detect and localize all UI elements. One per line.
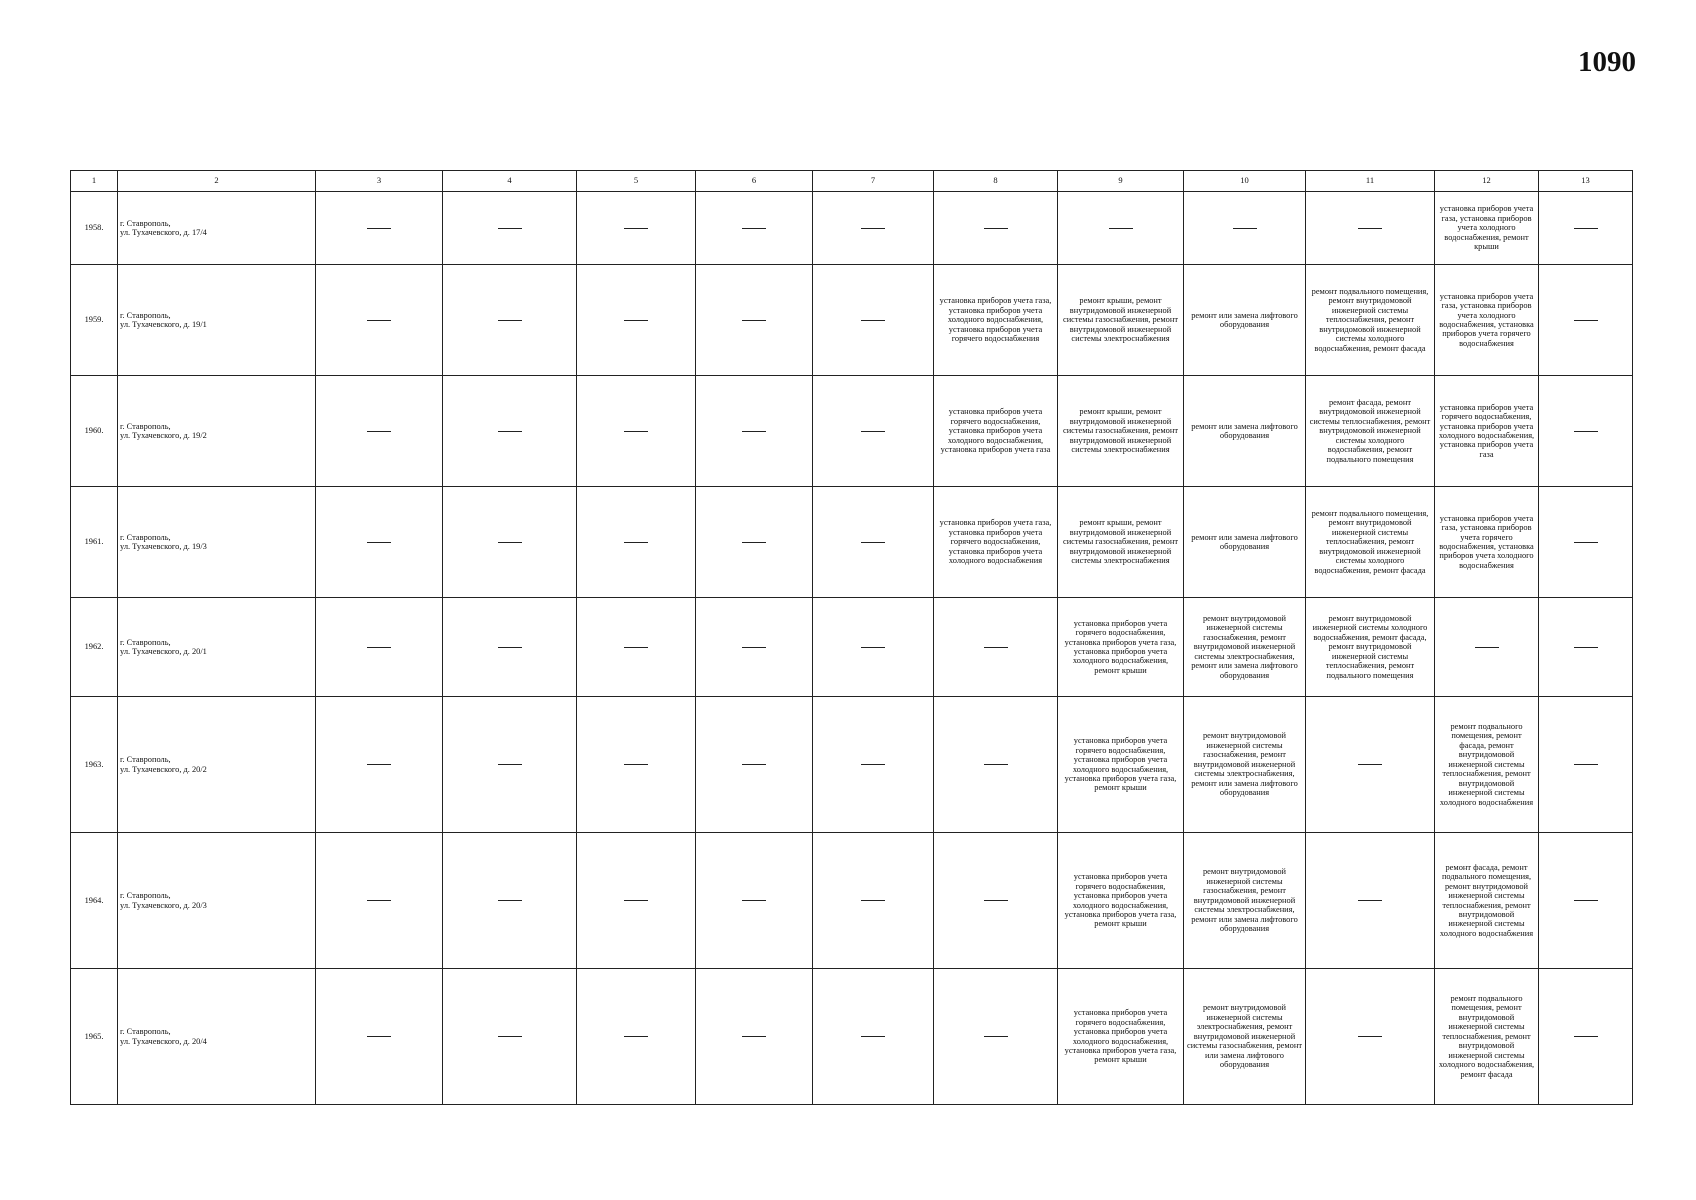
empty-dash-cell [1306,697,1435,833]
empty-dash-cell [934,192,1058,265]
empty-dash-cell [934,969,1058,1105]
empty-dash-cell [934,598,1058,697]
address-city: г. Ставрополь, [120,310,171,320]
empty-dash-cell [696,833,813,969]
column-header: 7 [813,171,934,192]
address-city: г. Ставрополь, [120,891,171,901]
work-description-cell: ремонт подвального помещения, ремонт внутридомовой инженерной системы теплоснабжения, ремонт внутридомовой инженерной системы холодного водоснабжения, ремонт фасада [1306,487,1435,598]
page-number: 1090 [1578,46,1636,78]
dash-mark [1574,647,1598,648]
work-description-cell: установка приборов учета газа, установка приборов учета холодного водоснабжения, установка приборов учета горячего водоснабжения [1435,265,1539,376]
dash-mark [367,542,391,543]
empty-dash-cell [696,969,813,1105]
empty-dash-cell [443,598,577,697]
empty-dash-cell [1435,598,1539,697]
dash-mark [742,228,766,229]
dash-mark [861,320,885,321]
empty-dash-cell [1539,376,1633,487]
empty-dash-cell [1058,192,1184,265]
address-cell [118,969,316,1105]
work-description-cell: ремонт подвального помещения, ремонт внутридомовой инженерной системы теплоснабжения, ремонт внутридомовой инженерной системы холодного водоснабжения, ремонт фасада [1435,969,1539,1105]
column-header: 11 [1306,171,1435,192]
address-street: ул. Тухачевского, д. 20/1 [120,647,207,656]
empty-dash-cell [443,192,577,265]
dash-mark [984,1036,1008,1037]
dash-mark [742,1036,766,1037]
table-row [71,487,1633,598]
address-cell [118,487,316,598]
empty-dash-cell [813,487,934,598]
row-number-cell: 1964. [71,833,118,969]
empty-dash-cell [696,376,813,487]
column-header: 2 [118,171,316,192]
empty-dash-cell [1306,833,1435,969]
dash-mark [742,431,766,432]
empty-dash-cell [696,598,813,697]
dash-mark [498,228,522,229]
empty-dash-cell [443,833,577,969]
empty-dash-cell [1539,598,1633,697]
table-row [71,697,1633,833]
row-number-cell: 1963. [71,697,118,833]
work-description-cell: ремонт внутридомовой инженерной системы газоснабжения, ремонт внутридомовой инженерной системы электроснабжения, ремонт или замена лифтового оборудования [1184,697,1306,833]
dash-mark [498,647,522,648]
table-body [71,192,1633,1105]
work-description-cell: ремонт или замена лифтового оборудования [1184,487,1306,598]
address-street: ул. Тухачевского, д. 20/3 [120,900,207,910]
dash-mark [624,542,648,543]
dash-mark [624,1036,648,1037]
address-cell [118,376,316,487]
row-number-cell: 1959. [71,265,118,376]
empty-dash-cell [316,376,443,487]
empty-dash-cell [1539,487,1633,598]
empty-dash-cell [577,833,696,969]
work-description-cell: установка приборов учета горячего водоснабжения, установка приборов учета холодного водоснабжения, установка приборов учета газа, ремонт крыши [1058,833,1184,969]
dash-mark [1233,228,1257,229]
column-header: 9 [1058,171,1184,192]
dash-mark [742,900,766,901]
dash-mark [861,764,885,765]
row-number-cell: 1961. [71,487,118,598]
dash-mark [498,320,522,321]
column-header: 4 [443,171,577,192]
dash-mark [1358,228,1382,229]
dash-mark [1574,320,1598,321]
dash-mark [498,1036,522,1037]
empty-dash-cell [1306,192,1435,265]
work-description-cell: ремонт фасада, ремонт внутридомовой инженерной системы теплоснабжения, ремонт внутридомовой инженерной системы холодного водоснабжения, ремонт подвального помещения [1306,376,1435,487]
work-description-cell: установка приборов учета горячего водоснабжения, установка приборов учета холодного водоснабжения, установка приборов учета газа [934,376,1058,487]
column-header: 8 [934,171,1058,192]
dash-mark [1358,1036,1382,1037]
dash-mark [498,900,522,901]
dash-mark [1574,1036,1598,1037]
dash-mark [367,647,391,648]
empty-dash-cell [443,969,577,1105]
dash-mark [742,542,766,543]
empty-dash-cell [934,833,1058,969]
row-number-cell: 1962. [71,598,118,697]
dash-mark [742,764,766,765]
dash-mark [498,542,522,543]
empty-dash-cell [1539,969,1633,1105]
dash-mark [624,228,648,229]
address-street: ул. Тухачевского, д. 17/4 [120,228,207,237]
empty-dash-cell [1539,697,1633,833]
dash-mark [861,431,885,432]
address-street: ул. Тухачевского, д. 20/4 [120,1036,207,1046]
empty-dash-cell [316,969,443,1105]
empty-dash-cell [316,192,443,265]
address-cell [118,697,316,833]
empty-dash-cell [577,697,696,833]
table-row [71,833,1633,969]
address-cell [118,265,316,376]
dash-mark [984,900,1008,901]
empty-dash-cell [934,697,1058,833]
dash-mark [624,647,648,648]
empty-dash-cell [577,487,696,598]
address-street: ул. Тухачевского, д. 19/1 [120,320,207,329]
empty-dash-cell [696,487,813,598]
work-description-cell: ремонт внутридомовой инженерной системы газоснабжения, ремонт внутридомовой инженерной системы электроснабжения, ремонт или замена лифтового оборудования [1184,833,1306,969]
empty-dash-cell [1539,192,1633,265]
empty-dash-cell [577,969,696,1105]
empty-dash-cell [1539,265,1633,376]
dash-mark [1574,542,1598,543]
work-description-cell: ремонт подвального помещения, ремонт фасада, ремонт внутридомовой инженерной системы теплоснабжения, ремонт внутридомовой инженерной системы холодного водоснабжения [1435,697,1539,833]
dash-mark [1475,647,1499,648]
work-description-cell: установка приборов учета горячего водоснабжения, установка приборов учета холодного водоснабжения, установка приборов учета газа, ремонт крыши [1058,697,1184,833]
column-header: 6 [696,171,813,192]
row-number-cell: 1965. [71,969,118,1105]
empty-dash-cell [813,265,934,376]
dash-mark [498,764,522,765]
empty-dash-cell [1539,833,1633,969]
table-row [71,969,1633,1105]
repair-program-table [70,170,1633,1105]
column-number-row [71,171,1633,192]
empty-dash-cell [696,697,813,833]
dash-mark [861,900,885,901]
dash-mark [742,647,766,648]
empty-dash-cell [813,697,934,833]
empty-dash-cell [813,376,934,487]
dash-mark [1574,764,1598,765]
table-row [71,192,1633,265]
dash-mark [984,228,1008,229]
address-city: г. Ставрополь, [120,532,171,542]
empty-dash-cell [813,192,934,265]
empty-dash-cell [577,192,696,265]
empty-dash-cell [316,598,443,697]
address-city: г. Ставрополь, [120,755,171,765]
empty-dash-cell [696,192,813,265]
empty-dash-cell [1306,969,1435,1105]
work-description-cell: ремонт внутридомовой инженерной системы холодного водоснабжения, ремонт фасада, ремонт внутридомовой инженерной системы теплоснабжения, ремонт подвального помещения [1306,598,1435,697]
empty-dash-cell [577,265,696,376]
column-header: 5 [577,171,696,192]
empty-dash-cell [813,598,934,697]
address-street: ул. Тухачевского, д. 19/3 [120,542,207,551]
work-description-cell: ремонт или замена лифтового оборудования [1184,376,1306,487]
dash-mark [624,320,648,321]
address-street: ул. Тухачевского, д. 20/2 [120,764,207,774]
empty-dash-cell [1184,192,1306,265]
column-header: 3 [316,171,443,192]
dash-mark [624,900,648,901]
work-description-cell: установка приборов учета горячего водоснабжения, установка приборов учета холодного водоснабжения, установка приборов учета газа [1435,376,1539,487]
column-header: 13 [1539,171,1633,192]
dash-mark [367,764,391,765]
dash-mark [367,900,391,901]
work-description-cell: ремонт или замена лифтового оборудования [1184,265,1306,376]
dash-mark [624,431,648,432]
dash-mark [367,431,391,432]
empty-dash-cell [813,833,934,969]
address-city: г. Ставрополь, [120,218,171,228]
empty-dash-cell [577,376,696,487]
dash-mark [861,1036,885,1037]
dash-mark [984,764,1008,765]
empty-dash-cell [316,487,443,598]
empty-dash-cell [443,265,577,376]
dash-mark [861,647,885,648]
empty-dash-cell [577,598,696,697]
work-description-cell: ремонт крыши, ремонт внутридомовой инженерной системы газоснабжения, ремонт внутридомовой инженерной системы электроснабжения [1058,487,1184,598]
empty-dash-cell [696,265,813,376]
table-row [71,265,1633,376]
empty-dash-cell [316,265,443,376]
work-description-cell: установка приборов учета газа, установка приборов учета горячего водоснабжения, установка приборов учета холодного водоснабжения [934,487,1058,598]
row-number-cell: 1958. [71,192,118,265]
dash-mark [984,647,1008,648]
dash-mark [742,320,766,321]
empty-dash-cell [316,833,443,969]
column-header: 12 [1435,171,1539,192]
empty-dash-cell [443,376,577,487]
work-description-cell: ремонт внутридомовой инженерной системы электроснабжения, ремонт внутридомовой инженерной системы газоснабжения, ремонт или замена лифтового оборудования [1184,969,1306,1105]
work-description-cell: ремонт внутридомовой инженерной системы газоснабжения, ремонт внутридомовой инженерной системы электроснабжения, ремонт или замена лифтового оборудования [1184,598,1306,697]
address-city: г. Ставрополь, [120,1027,171,1037]
work-description-cell: установка приборов учета газа, установка приборов учета горячего водоснабжения, установка приборов учета холодного водоснабжения [1435,487,1539,598]
dash-mark [1574,900,1598,901]
address-cell [118,192,316,265]
address-street: ул. Тухачевского, д. 19/2 [120,431,207,440]
dash-mark [1109,228,1133,229]
dash-mark [498,431,522,432]
column-header: 1 [71,171,118,192]
work-description-cell: ремонт фасада, ремонт подвального помещения, ремонт внутридомовой инженерной системы теплоснабжения, ремонт внутридомовой инженерной системы холодного водоснабжения [1435,833,1539,969]
address-city: г. Ставрополь, [120,637,171,647]
empty-dash-cell [443,487,577,598]
dash-mark [861,228,885,229]
dash-mark [624,764,648,765]
address-city: г. Ставрополь, [120,421,171,431]
dash-mark [1574,431,1598,432]
dash-mark [1574,228,1598,229]
work-description-cell: установка приборов учета горячего водоснабжения, установка приборов учета холодного водоснабжения, установка приборов учета газа, ремонт крыши [1058,969,1184,1105]
dash-mark [367,1036,391,1037]
work-description-cell: установка приборов учета горячего водоснабжения, установка приборов учета газа, установка приборов учета холодного водоснабжения, ремонт крыши [1058,598,1184,697]
work-description-cell: установка приборов учета газа, установка приборов учета холодного водоснабжения, ремонт крыши [1435,192,1539,265]
dash-mark [861,542,885,543]
empty-dash-cell [316,697,443,833]
column-header: 10 [1184,171,1306,192]
work-description-cell: ремонт крыши, ремонт внутридомовой инженерной системы газоснабжения, ремонт внутридомовой инженерной системы электроснабжения [1058,265,1184,376]
row-number-cell: 1960. [71,376,118,487]
empty-dash-cell [813,969,934,1105]
table-row [71,376,1633,487]
table-row [71,598,1633,697]
dash-mark [367,228,391,229]
dash-mark [367,320,391,321]
dash-mark [1358,900,1382,901]
work-description-cell: установка приборов учета газа, установка приборов учета холодного водоснабжения, установка приборов учета горячего водоснабжения [934,265,1058,376]
address-cell [118,598,316,697]
address-cell [118,833,316,969]
work-description-cell: ремонт крыши, ремонт внутридомовой инженерной системы газоснабжения, ремонт внутридомовой инженерной системы электроснабжения [1058,376,1184,487]
work-description-cell: ремонт подвального помещения, ремонт внутридомовой инженерной системы теплоснабжения, ремонт внутридомовой инженерной системы холодного водоснабжения, ремонт фасада [1306,265,1435,376]
dash-mark [1358,764,1382,765]
empty-dash-cell [443,697,577,833]
